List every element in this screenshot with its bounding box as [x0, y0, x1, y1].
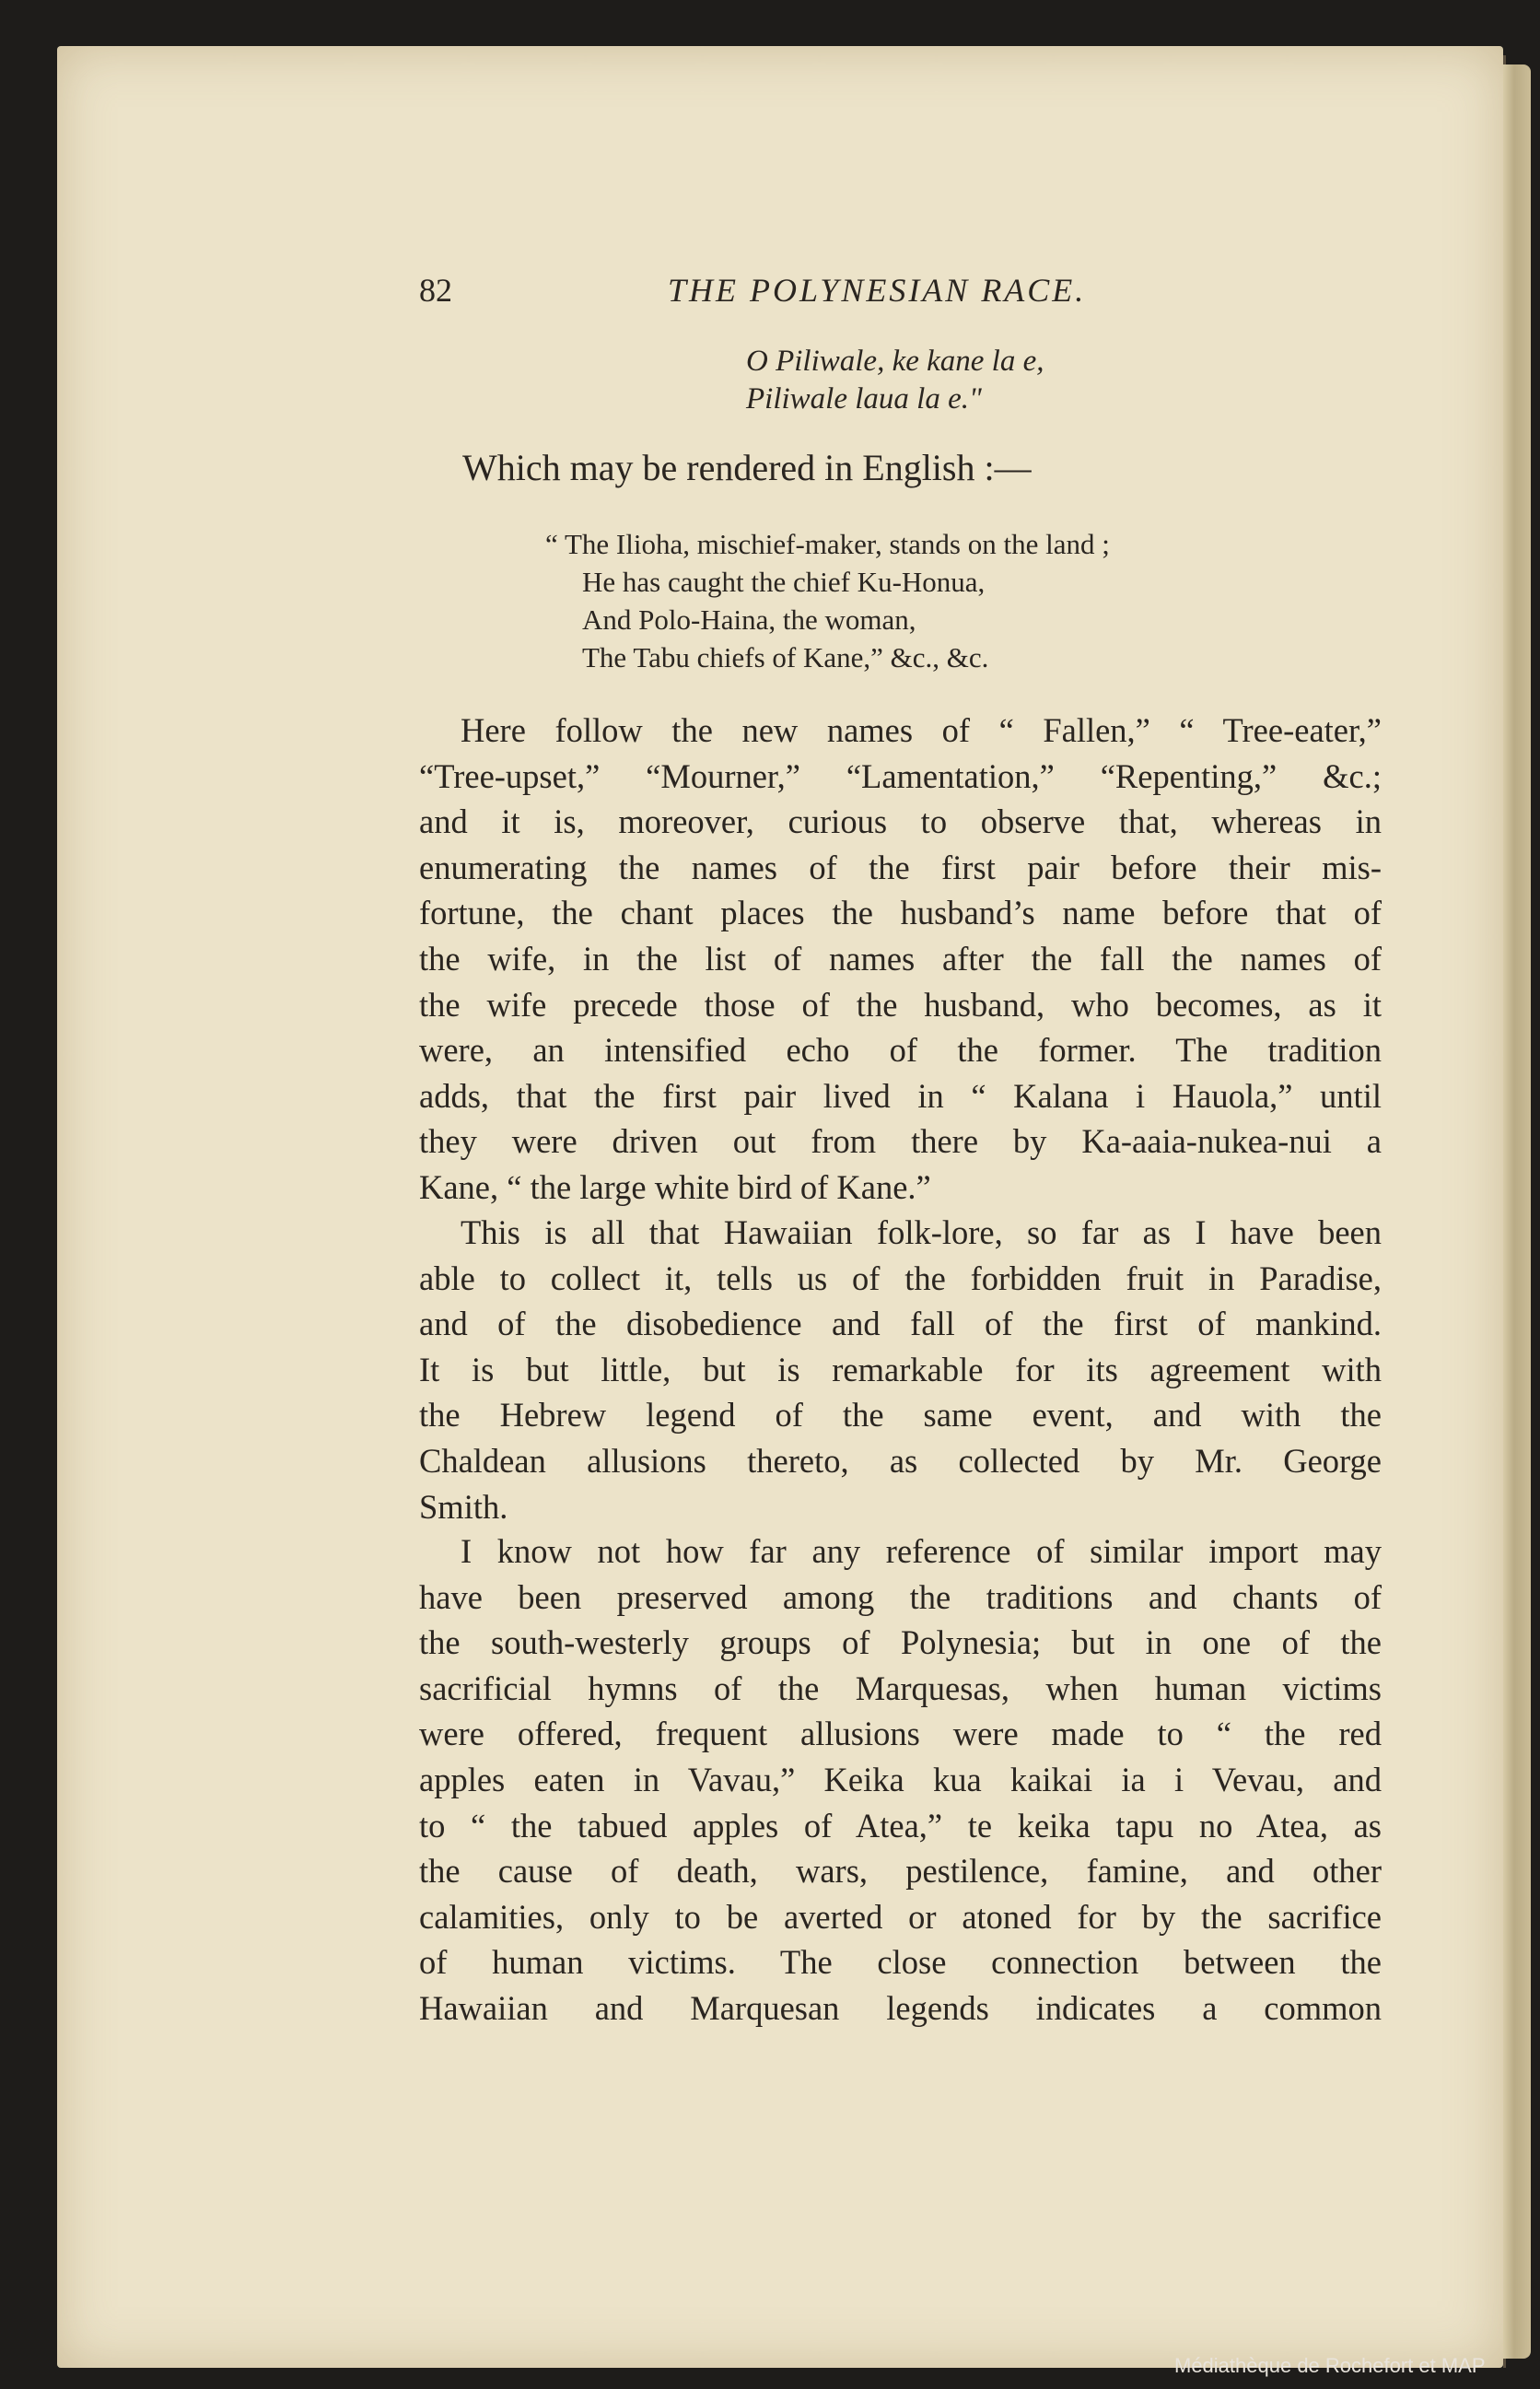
- verse-line: And Polo-Haina, the woman,: [582, 603, 916, 636]
- text-line: they were driven out from there by Ka-aaia-nukea-nui a: [419, 1122, 1382, 1161]
- text-line: and of the disobedience and fall of the first of mankind.: [419, 1305, 1382, 1343]
- translation-intro: Which may be rendered in English :—: [462, 447, 1032, 488]
- watermark: Médiathèque de Rochefort et MAP: [1174, 2354, 1486, 2377]
- text-line: were, an intensified echo of the former. The tradition: [419, 1031, 1382, 1070]
- text-line: Smith.: [419, 1487, 508, 1526]
- page-number: 82: [419, 272, 452, 309]
- text-line: Here follow the new names of “ Fallen,” “ Tree-eater,”: [461, 711, 1382, 749]
- text-line: I know not how far any reference of similar import may: [461, 1532, 1382, 1570]
- text-line: to “ the tabued apples of Atea,” te keika tapu no Atea, as: [419, 1806, 1382, 1844]
- text-line: Kane, “ the large white bird of Kane.”: [419, 1167, 931, 1206]
- english-verse: [545, 525, 1110, 676]
- text-line: the Hebrew legend of the same event, and with the: [419, 1396, 1382, 1435]
- facing-page-edge: [1503, 64, 1531, 2359]
- verse-line: He has caught the chief Ku-Honua,: [582, 566, 986, 598]
- paragraph-new-names: [419, 708, 1382, 1211]
- text-line: apples eaten in Vavau,” Keika kua kaikai ia i Vevau, and: [419, 1760, 1382, 1798]
- paragraph-folklore: [419, 1210, 1382, 1529]
- text-line: Chaldean allusions thereto, as collected by Mr. George: [419, 1441, 1382, 1480]
- text-line: have been preserved among the traditions and chants of: [419, 1577, 1382, 1616]
- text-line: It is but little, but is remarkable for its agreement with: [419, 1350, 1382, 1388]
- text-line: the wife, in the list of names after the fall the names of: [419, 939, 1382, 978]
- text-line: calamities, only to be averted or atoned for by the sacrifice: [419, 1897, 1382, 1936]
- text-line: sacrificial hymns of the Marquesas, when human victims: [419, 1669, 1382, 1707]
- text-line: “Tree-upset,” “Mourner,” “Lamentation,” “Repenting,” &c.;: [419, 756, 1382, 795]
- text-line: fortune, the chant places the husband’s name before that of: [419, 894, 1382, 932]
- verse-line: The Tabu chiefs of Kane,” &c., &c.: [582, 641, 989, 673]
- text-line: the south-westerly groups of Polynesia; but in one of the: [419, 1623, 1382, 1662]
- text-line: enumerating the names of the first pair before their mis-: [419, 848, 1382, 886]
- hawaiian-verse: [746, 343, 1044, 418]
- text-line: This is all that Hawaiian folk-lore, so far as I have been: [461, 1213, 1382, 1251]
- text-line: adds, that the first pair lived in “ Kalana i Hauola,” until: [419, 1076, 1382, 1115]
- verse-line: O Piliwale, ke kane la e,: [746, 345, 1044, 378]
- text-line: the cause of death, wars, pestilence, famine, and other: [419, 1852, 1382, 1891]
- verse-line: “ The Ilioha, mischief-maker, stands on the land ;: [545, 528, 1110, 560]
- text-line: of human victims. The close connection between the: [419, 1943, 1382, 1982]
- verse-line: Piliwale laua la e.": [746, 382, 982, 416]
- running-title: THE POLYNESIAN RACE.: [668, 272, 1087, 309]
- text-line: the wife precede those of the husband, who becomes, as it: [419, 985, 1382, 1024]
- text-line: Hawaiian and Marquesan legends indicates a common: [419, 1988, 1382, 2027]
- text-line: able to collect it, tells us of the forbidden fruit in Paradise,: [419, 1259, 1382, 1297]
- text-line: and it is, moreover, curious to observe that, whereas in: [419, 802, 1382, 841]
- page-header: [419, 271, 1262, 317]
- text-line: were offered, frequent allusions were made to “ the red: [419, 1715, 1382, 1753]
- paragraph-marquesas: [419, 1528, 1382, 2032]
